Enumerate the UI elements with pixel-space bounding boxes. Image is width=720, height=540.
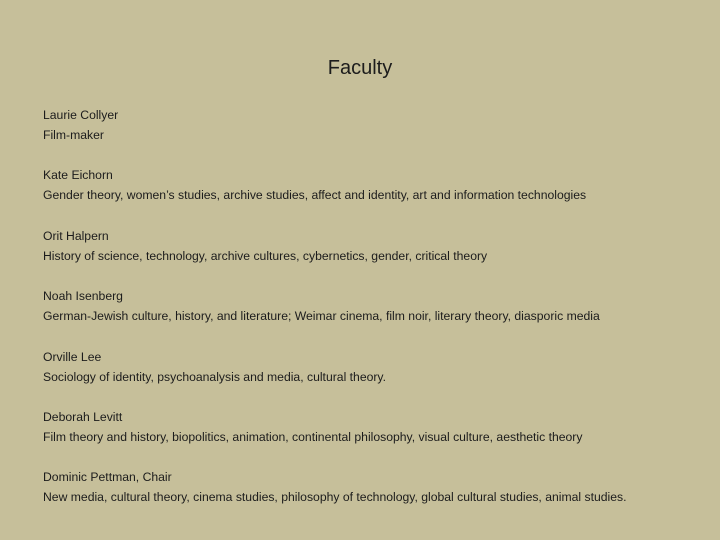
faculty-fields: Sociology of identity, psychoanalysis and media, cultural theory.: [43, 369, 387, 384]
faculty-fields: New media, cultural theory, cinema studies, philosophy of technology, global cultural studies, animal studies.: [43, 490, 627, 505]
faculty-fields: Film theory and history, biopolitics, animation, continental philosophy, visual culture, aesthetic theory: [43, 429, 583, 444]
faculty-entry: [43, 165, 703, 225]
slide-title: Faculty: [327, 57, 393, 79]
faculty-entry: [43, 407, 703, 467]
faculty-entry: [43, 226, 703, 286]
faculty-fields: German-Jewish culture, history, and literature; Weimar cinema, film noir, literary theory, diasporic media: [43, 309, 600, 324]
faculty-fields: Film-maker: [43, 128, 104, 142]
faculty-list: [43, 105, 703, 528]
faculty-entry: [43, 347, 703, 407]
faculty-name: Dominic Pettman, Chair: [43, 470, 172, 485]
faculty-name: Noah Isenberg: [43, 289, 123, 304]
faculty-name: Orville Lee: [43, 349, 102, 364]
faculty-name: Kate Eichorn: [43, 168, 113, 183]
faculty-name: Orit Halpern: [43, 228, 109, 243]
faculty-entry: [43, 105, 703, 165]
faculty-fields: Gender theory, women’s studies, archive studies, affect and identity, art and information technologies: [43, 188, 587, 203]
faculty-fields: History of science, technology, archive cultures, cybernetics, gender, critical theory: [43, 248, 488, 263]
faculty-name: Laurie Collyer: [43, 108, 119, 122]
faculty-name: Deborah Levitt: [43, 409, 123, 424]
faculty-entry: [43, 286, 703, 346]
faculty-entry: [43, 467, 703, 527]
